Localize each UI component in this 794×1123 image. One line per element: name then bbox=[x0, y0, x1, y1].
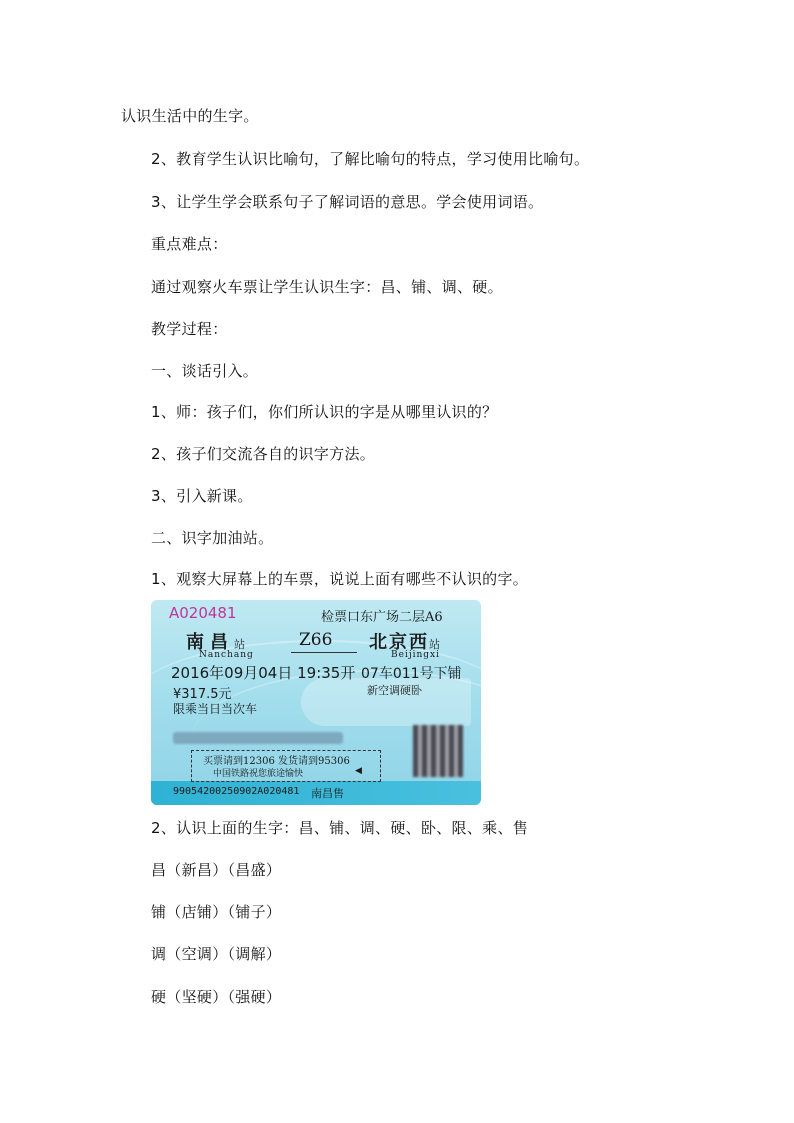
ticket-arrow-line bbox=[291, 652, 357, 653]
ticket-price: ¥317.5元 bbox=[173, 687, 232, 702]
text-line: 1、观察大屏幕上的车票，说说上面有哪些不认识的字。 bbox=[151, 570, 529, 588]
text-line: 二、识字加油站。 bbox=[151, 529, 274, 547]
ticket-from-station: 南昌站 bbox=[186, 632, 245, 653]
ticket-date: 2016年09月04日 19:35开 bbox=[171, 664, 356, 682]
text-line: 2、教育学生认识比喻句，了解比喻句的特点，学习使用比喻句。 bbox=[151, 150, 590, 168]
text-line: 一、谈话引入。 bbox=[151, 362, 259, 380]
ticket-code: 99054200250902A020481 bbox=[173, 786, 300, 797]
section-heading: 教学过程： bbox=[151, 320, 228, 338]
vocab-line: 铺（店铺）（铺子） bbox=[151, 903, 282, 921]
text-line: 3、让学生学会联系句子了解词语的意思。学会使用词语。 bbox=[151, 193, 544, 211]
text-line: 认识生活中的生字。 bbox=[121, 107, 259, 125]
vocab-line: 调（空调）（调解） bbox=[151, 945, 282, 963]
ticket-gate: 检票口东广场二层A6 bbox=[321, 610, 443, 625]
text-line: 2、孩子们交流各自的识字方法。 bbox=[151, 445, 376, 463]
text-line: 2、认识上面的生字：昌、铺、调、硬、卧、限、乘、售 bbox=[151, 819, 529, 837]
text-line: 3、引入新课。 bbox=[151, 487, 253, 505]
ticket-limit: 限乘当日当次车 bbox=[173, 702, 258, 716]
ticket-seat: 07车011号下铺 bbox=[361, 666, 462, 682]
text-line: 通过观察火车票让学生认识生字：昌、铺、调、硬。 bbox=[151, 278, 503, 296]
train-ticket-image bbox=[151, 600, 481, 805]
qr-code bbox=[413, 725, 463, 777]
ticket-notice-line: 中国铁路祝您旅途愉快 bbox=[213, 769, 304, 779]
section-heading: 重点难点： bbox=[151, 235, 228, 253]
text-line: 1、师：孩子们，你们所认识的字是从哪里认识的？ bbox=[151, 403, 498, 421]
blurred-id-number bbox=[173, 732, 343, 744]
ticket-number: A020481 bbox=[169, 604, 237, 622]
ticket-class: 新空调硬卧 bbox=[367, 684, 422, 697]
ticket-train-number: Z66 bbox=[299, 630, 333, 650]
ticket-notice-line: 买票请到12306 发货请到95306 bbox=[203, 756, 350, 767]
vocab-line: 昌（新昌）（昌盛） bbox=[151, 861, 282, 879]
vocab-line: 硬（坚硬）（强硬） bbox=[151, 988, 282, 1006]
ticket-sold-at: 南昌售 bbox=[311, 787, 344, 800]
ticket-from-pinyin: Nanchang bbox=[199, 650, 254, 660]
ticket-to-station: 北京西站 bbox=[369, 632, 440, 653]
triangle-left-icon: ◀ bbox=[355, 766, 362, 776]
ticket-to-pinyin: Beijingxi bbox=[391, 650, 440, 660]
